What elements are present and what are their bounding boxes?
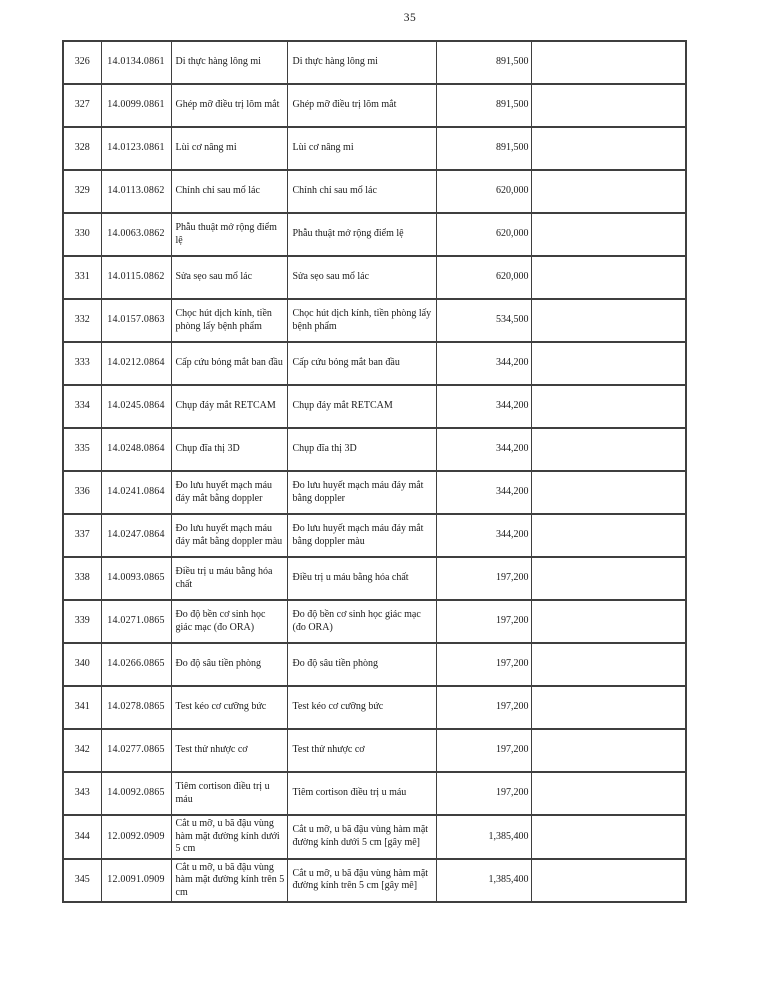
service-name-cell: Đo độ sâu tiền phòng <box>171 643 287 686</box>
service-code-cell: 14.0241.0864 <box>101 471 171 514</box>
service-name-full-cell: Chụp đáy mắt RETCAM <box>287 385 436 428</box>
price-cell: 197,200 <box>436 686 531 729</box>
row-number-cell: 335 <box>63 428 101 471</box>
row-number-cell: 336 <box>63 471 101 514</box>
service-price-table <box>62 40 687 903</box>
service-name-full-cell: Đo lưu huyết mạch máu đáy mắt bằng doppler màu <box>287 514 436 557</box>
service-name-full-cell: Chụp đĩa thị 3D <box>287 428 436 471</box>
service-code-cell: 14.0247.0864 <box>101 514 171 557</box>
note-cell <box>531 428 686 471</box>
row-number-cell: 341 <box>63 686 101 729</box>
price-cell: 344,200 <box>436 385 531 428</box>
note-cell <box>531 385 686 428</box>
row-number-cell: 345 <box>63 859 101 903</box>
note-cell <box>531 859 686 903</box>
note-cell <box>531 643 686 686</box>
note-cell <box>531 471 686 514</box>
row-number-cell: 331 <box>63 256 101 299</box>
service-code-cell: 14.0113.0862 <box>101 170 171 213</box>
service-name-full-cell: Đo lưu huyết mạch máu đáy mắt bằng doppler <box>287 471 436 514</box>
row-number-cell: 327 <box>63 84 101 127</box>
service-name-full-cell: Đo độ sâu tiền phòng <box>287 643 436 686</box>
price-cell: 620,000 <box>436 256 531 299</box>
service-name-cell: Đo lưu huyết mạch máu đáy mắt bằng doppler màu <box>171 514 287 557</box>
row-number-cell: 326 <box>63 41 101 84</box>
price-cell: 891,500 <box>436 41 531 84</box>
note-cell <box>531 686 686 729</box>
row-number-cell: 333 <box>63 342 101 385</box>
note-cell <box>531 127 686 170</box>
table-row <box>63 299 686 342</box>
note-cell <box>531 729 686 772</box>
service-name-full-cell: Cắt u mỡ, u bã đậu vùng hàm mặt đường kính dưới 5 cm [gây mê] <box>287 815 436 859</box>
service-code-cell: 14.0245.0864 <box>101 385 171 428</box>
note-cell <box>531 342 686 385</box>
service-name-cell: Test thử nhược cơ <box>171 729 287 772</box>
service-name-full-cell: Sửa sẹo sau mổ lác <box>287 256 436 299</box>
table-row <box>63 385 686 428</box>
service-code-cell: 12.0091.0909 <box>101 859 171 903</box>
service-name-cell: Đo lưu huyết mạch máu đáy mắt bằng doppler <box>171 471 287 514</box>
note-cell <box>531 600 686 643</box>
service-name-full-cell: Test thử nhược cơ <box>287 729 436 772</box>
table-row <box>63 772 686 815</box>
service-name-cell: Chụp đĩa thị 3D <box>171 428 287 471</box>
note-cell <box>531 557 686 600</box>
note-cell <box>531 213 686 256</box>
service-name-full-cell: Test kéo cơ cưỡng bức <box>287 686 436 729</box>
note-cell <box>531 772 686 815</box>
row-number-cell: 337 <box>63 514 101 557</box>
price-cell: 197,200 <box>436 643 531 686</box>
service-code-cell: 14.0278.0865 <box>101 686 171 729</box>
price-cell: 620,000 <box>436 170 531 213</box>
note-cell <box>531 170 686 213</box>
row-number-cell: 338 <box>63 557 101 600</box>
service-name-cell: Di thực hàng lông mi <box>171 41 287 84</box>
service-code-cell: 14.0248.0864 <box>101 428 171 471</box>
price-cell: 891,500 <box>436 84 531 127</box>
service-name-full-cell: Phẫu thuật mở rộng điểm lệ <box>287 213 436 256</box>
price-cell: 344,200 <box>436 428 531 471</box>
row-number-cell: 332 <box>63 299 101 342</box>
table-row <box>63 170 686 213</box>
table-row <box>63 859 686 903</box>
row-number-cell: 330 <box>63 213 101 256</box>
row-number-cell: 328 <box>63 127 101 170</box>
price-table-body <box>63 41 686 902</box>
table-row <box>63 41 686 84</box>
service-name-cell: Test kéo cơ cưỡng bức <box>171 686 287 729</box>
table-row <box>63 127 686 170</box>
row-number-cell: 343 <box>63 772 101 815</box>
service-code-cell: 14.0063.0862 <box>101 213 171 256</box>
service-code-cell: 12.0092.0909 <box>101 815 171 859</box>
note-cell <box>531 514 686 557</box>
table-row <box>63 471 686 514</box>
service-name-full-cell: Ghép mỡ điều trị lõm mắt <box>287 84 436 127</box>
table-row <box>63 643 686 686</box>
service-code-cell: 14.0277.0865 <box>101 729 171 772</box>
table-row <box>63 256 686 299</box>
service-name-cell: Điều trị u máu bằng hóa chất <box>171 557 287 600</box>
service-name-cell: Cắt u mỡ, u bã đậu vùng hàm mặt đường kính trên 5 cm <box>171 859 287 903</box>
service-name-full-cell: Đo độ bền cơ sinh học giác mạc (đo ORA) <box>287 600 436 643</box>
service-name-full-cell: Chỉnh chỉ sau mổ lác <box>287 170 436 213</box>
note-cell <box>531 299 686 342</box>
service-name-full-cell: Tiêm cortison điều trị u máu <box>287 772 436 815</box>
service-name-cell: Cấp cứu bỏng mắt ban đầu <box>171 342 287 385</box>
service-code-cell: 14.0271.0865 <box>101 600 171 643</box>
price-cell: 1,385,400 <box>436 859 531 903</box>
table-row <box>63 84 686 127</box>
price-cell: 1,385,400 <box>436 815 531 859</box>
price-cell: 197,200 <box>436 557 531 600</box>
table-row <box>63 600 686 643</box>
service-code-cell: 14.0093.0865 <box>101 557 171 600</box>
service-name-cell: Đo độ bền cơ sinh học giác mạc (đo ORA) <box>171 600 287 643</box>
price-cell: 344,200 <box>436 342 531 385</box>
note-cell <box>531 84 686 127</box>
service-code-cell: 14.0092.0865 <box>101 772 171 815</box>
table-row <box>63 514 686 557</box>
service-name-cell: Ghép mỡ điều trị lõm mắt <box>171 84 287 127</box>
service-code-cell: 14.0157.0863 <box>101 299 171 342</box>
service-code-cell: 14.0266.0865 <box>101 643 171 686</box>
note-cell <box>531 41 686 84</box>
service-name-full-cell: Di thực hàng lông mi <box>287 41 436 84</box>
table-row <box>63 213 686 256</box>
table-row <box>63 729 686 772</box>
service-name-cell: Sửa sẹo sau mổ lác <box>171 256 287 299</box>
price-cell: 620,000 <box>436 213 531 256</box>
price-cell: 197,200 <box>436 772 531 815</box>
table-row <box>63 428 686 471</box>
service-name-full-cell: Chọc hút dịch kính, tiền phòng lấy bệnh phẩm <box>287 299 436 342</box>
service-name-full-cell: Cắt u mỡ, u bã đậu vùng hàm mặt đường kính trên 5 cm [gây mê] <box>287 859 436 903</box>
service-name-cell: Tiêm cortison điều trị u máu <box>171 772 287 815</box>
row-number-cell: 340 <box>63 643 101 686</box>
service-name-cell: Chỉnh chỉ sau mổ lác <box>171 170 287 213</box>
page-number: 35 <box>403 12 417 24</box>
service-name-cell: Phẫu thuật mở rộng điểm lệ <box>171 213 287 256</box>
service-code-cell: 14.0123.0861 <box>101 127 171 170</box>
service-name-full-cell: Cấp cứu bỏng mắt ban đầu <box>287 342 436 385</box>
price-cell: 534,500 <box>436 299 531 342</box>
note-cell <box>531 815 686 859</box>
price-cell: 891,500 <box>436 127 531 170</box>
table-row <box>63 815 686 859</box>
price-cell: 197,200 <box>436 729 531 772</box>
price-cell: 197,200 <box>436 600 531 643</box>
row-number-cell: 344 <box>63 815 101 859</box>
service-code-cell: 14.0099.0861 <box>101 84 171 127</box>
table-row <box>63 342 686 385</box>
table-row <box>63 557 686 600</box>
row-number-cell: 342 <box>63 729 101 772</box>
service-name-full-cell: Điều trị u máu bằng hóa chất <box>287 557 436 600</box>
service-code-cell: 14.0134.0861 <box>101 41 171 84</box>
service-name-cell: Lùi cơ nâng mi <box>171 127 287 170</box>
table-row <box>63 686 686 729</box>
row-number-cell: 339 <box>63 600 101 643</box>
row-number-cell: 334 <box>63 385 101 428</box>
service-code-cell: 14.0212.0864 <box>101 342 171 385</box>
service-name-cell: Cắt u mỡ, u bã đậu vùng hàm mặt đường kính dưới 5 cm <box>171 815 287 859</box>
service-name-cell: Chọc hút dịch kính, tiền phòng lấy bệnh phẩm <box>171 299 287 342</box>
price-cell: 344,200 <box>436 514 531 557</box>
price-cell: 344,200 <box>436 471 531 514</box>
service-code-cell: 14.0115.0862 <box>101 256 171 299</box>
service-name-full-cell: Lùi cơ nâng mi <box>287 127 436 170</box>
service-name-cell: Chụp đáy mắt RETCAM <box>171 385 287 428</box>
note-cell <box>531 256 686 299</box>
row-number-cell: 329 <box>63 170 101 213</box>
